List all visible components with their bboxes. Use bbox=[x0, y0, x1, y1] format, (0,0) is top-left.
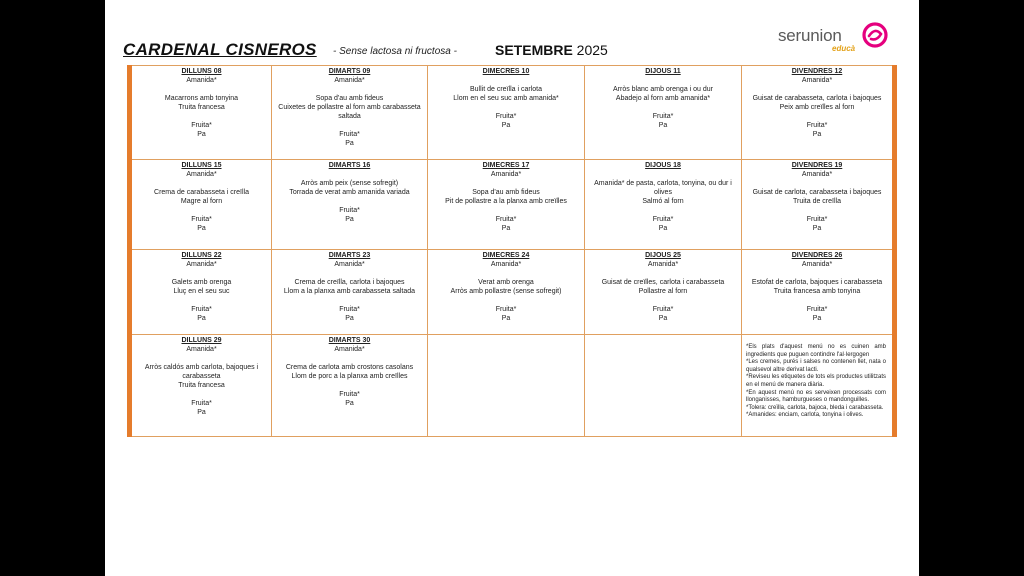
dish-line: Amanida* bbox=[801, 261, 833, 268]
dish-line: Fruita* bbox=[495, 113, 517, 120]
day-cell bbox=[272, 65, 428, 160]
dish-line: Pa bbox=[658, 315, 668, 322]
dish-line: Fruita* bbox=[652, 306, 674, 313]
spacer bbox=[746, 112, 888, 121]
dish-line: Amanida* bbox=[490, 171, 522, 178]
dish-line: Llom en el seu suc amb amanida* bbox=[453, 95, 559, 102]
dish-line: Pa bbox=[197, 225, 206, 232]
logo-swirl-icon bbox=[862, 22, 888, 48]
day-cell bbox=[742, 65, 892, 160]
dish-line: Llom a la planxa amb carabasseta saltada bbox=[283, 288, 416, 295]
day-cell bbox=[132, 250, 272, 335]
day-cell bbox=[585, 65, 742, 160]
day-title: DIMARTS 09 bbox=[328, 68, 371, 75]
spacer bbox=[276, 121, 423, 130]
day-cell bbox=[742, 250, 892, 335]
school-name: CARDENAL CISNEROS bbox=[123, 40, 317, 59]
menu-page bbox=[105, 0, 919, 576]
dish-line: Fruita* bbox=[806, 216, 828, 223]
note-line: *En aquest menú no es serveixen processats com llonganisses, hamburgueses o mandonguilles. bbox=[746, 389, 886, 404]
dish-line: Lluç en el seu suc bbox=[173, 288, 230, 295]
spacer bbox=[276, 296, 423, 305]
menu-notes bbox=[742, 335, 892, 437]
logo-subtext: educà bbox=[832, 44, 856, 53]
dish-line: Amanida* de pasta, carlota, tonyina, ou dur i olives bbox=[594, 180, 732, 196]
dish-line: Truita francesa bbox=[178, 382, 225, 389]
spacer bbox=[276, 197, 423, 206]
day-cell bbox=[132, 65, 272, 160]
dish-line: Magre al forn bbox=[180, 198, 223, 205]
dish-line: Arròs amb pollastre (sense sofregit) bbox=[450, 288, 562, 295]
spacer bbox=[276, 354, 423, 363]
dish-line: Fruita* bbox=[339, 391, 360, 398]
dish-line: Pa bbox=[658, 225, 668, 232]
dish-line: Abadejo al forn amb amanida* bbox=[615, 95, 711, 102]
note-line: *Tolera: creïlla, carlota, bajoca, bleda i carabasseta. bbox=[746, 404, 884, 411]
dish-line: Fruita* bbox=[652, 216, 674, 223]
dish-line: Amanida* bbox=[334, 261, 365, 268]
dish-line: Truita de creïlla bbox=[793, 198, 841, 205]
month-year: 2025 bbox=[572, 42, 608, 58]
dish-line: Llom de porc a la planxa amb creïlles bbox=[291, 373, 408, 380]
day-cell bbox=[272, 335, 428, 437]
dish-line: Pa bbox=[501, 122, 511, 129]
spacer bbox=[589, 269, 737, 278]
dish-line: Truita francesa amb tonyina bbox=[773, 288, 861, 295]
spacer bbox=[589, 170, 737, 179]
dish-line: Pollastre al forn bbox=[638, 288, 688, 295]
menu-subtitle: - Sense lactosa ni fructosa - bbox=[333, 46, 457, 57]
dish-line: Fruita* bbox=[191, 306, 212, 313]
spacer bbox=[136, 354, 267, 363]
logo-text: serunion bbox=[778, 26, 842, 45]
dish-line: Fruita* bbox=[339, 131, 360, 138]
month-name: SETEMBRE bbox=[495, 42, 573, 58]
spacer bbox=[589, 206, 737, 215]
day-cell bbox=[272, 160, 428, 250]
spacer bbox=[746, 206, 888, 215]
note-line: *Amanides: enciam, carlota, tonyina i olives. bbox=[746, 412, 864, 419]
spacer bbox=[746, 179, 888, 188]
day-title: DILLUNS 08 bbox=[181, 68, 222, 75]
dish-line: Sopa d'au amb fideus bbox=[472, 189, 540, 196]
dish-line: Fruita* bbox=[339, 207, 360, 214]
dish-line: Pa bbox=[345, 400, 354, 407]
dish-line: Fruita* bbox=[495, 216, 517, 223]
spacer bbox=[589, 103, 737, 112]
day-cell bbox=[428, 250, 585, 335]
empty-cell bbox=[428, 335, 585, 437]
dish-line: Amanida* bbox=[801, 77, 833, 84]
day-cell bbox=[132, 160, 272, 250]
spacer bbox=[276, 381, 423, 390]
dish-line: Pa bbox=[345, 216, 354, 223]
day-title: DIMECRES 17 bbox=[482, 162, 530, 169]
dish-line: Crema de carlota amb crostons casolans bbox=[285, 364, 414, 371]
dish-line: Pa bbox=[197, 409, 206, 416]
dish-line: Salmó al forn bbox=[642, 198, 684, 205]
day-cell bbox=[132, 335, 272, 437]
spacer bbox=[432, 269, 580, 278]
dish-line: Fruita* bbox=[191, 216, 212, 223]
note-line: *Les cremes, purés i salses no contenen llet, nata o qualsevol altre derivat lacti. bbox=[746, 359, 886, 373]
dish-line: Pa bbox=[812, 131, 822, 138]
day-title: DIMARTS 30 bbox=[328, 337, 371, 344]
spacer bbox=[432, 296, 580, 305]
dish-line: Pa bbox=[197, 315, 206, 322]
spacer bbox=[136, 390, 267, 399]
spacer bbox=[276, 170, 423, 179]
spacer bbox=[432, 179, 580, 188]
dish-line: Pa bbox=[501, 315, 511, 322]
dish-line: Peix amb creïlles al forn bbox=[779, 104, 855, 111]
dish-line: Amanida* bbox=[186, 171, 217, 178]
menu-grid bbox=[127, 65, 897, 437]
dish-line: Fruita* bbox=[191, 400, 212, 407]
day-title: DIVENDRES 26 bbox=[791, 252, 843, 259]
dish-line: Amanida* bbox=[801, 171, 833, 178]
dish-line: Truita francesa bbox=[178, 104, 225, 111]
dish-line: Fruita* bbox=[339, 306, 360, 313]
empty-cell bbox=[585, 335, 742, 437]
day-cell bbox=[585, 250, 742, 335]
spacer bbox=[589, 296, 737, 305]
spacer bbox=[136, 296, 267, 305]
dish-line: Guisat de creïlles, carlota i carabasseta bbox=[601, 279, 725, 286]
spacer bbox=[136, 179, 267, 188]
dish-line: Fruita* bbox=[806, 122, 828, 129]
day-cell bbox=[428, 160, 585, 250]
dish-line: Torrada de verat amb amanida variada bbox=[289, 189, 410, 196]
dish-line: Fruita* bbox=[191, 122, 212, 129]
dish-line: Arròs blanc amb orenga i ou dur bbox=[613, 86, 713, 93]
dish-line: Amanida* bbox=[334, 77, 365, 84]
day-cell bbox=[742, 160, 892, 250]
note-line: *Reviseu les etiquetes de tots els productes utilitzats en el menú de manera diària. bbox=[746, 374, 886, 388]
dish-line: Amanida* bbox=[186, 261, 217, 268]
day-title: DILLUNS 15 bbox=[181, 162, 222, 169]
dish-line: Amanida* bbox=[647, 261, 679, 268]
dish-line: Guisat de carlota, carabasseta i bajoques bbox=[752, 189, 882, 196]
day-title: DILLUNS 29 bbox=[181, 337, 222, 344]
spacer bbox=[432, 206, 580, 215]
day-title: DIMECRES 24 bbox=[482, 252, 530, 259]
spacer bbox=[746, 269, 888, 278]
dish-line: Pa bbox=[812, 225, 822, 232]
day-cell bbox=[428, 65, 585, 160]
dish-line: Pa bbox=[658, 122, 668, 129]
spacer bbox=[136, 206, 267, 215]
dish-line: Pa bbox=[197, 131, 206, 138]
spacer bbox=[746, 85, 888, 94]
spacer bbox=[276, 269, 423, 278]
spacer bbox=[136, 269, 267, 278]
day-title: DIJOUS 11 bbox=[645, 68, 681, 75]
note-line: *Els plats d'aquest menú no es cuinen amb ingredients que puguen contindre l'al·lergogen bbox=[746, 344, 886, 358]
day-title: DIVENDRES 19 bbox=[791, 162, 843, 169]
day-title: DIJOUS 25 bbox=[645, 252, 681, 259]
dish-line: Sopa d'au amb fideus bbox=[315, 95, 384, 102]
dish-line: Verat amb orenga bbox=[478, 279, 534, 286]
dish-line: Pa bbox=[345, 315, 354, 322]
dish-line: Pa bbox=[812, 315, 822, 322]
dish-line: Amanida* bbox=[186, 346, 217, 353]
dish-line: Guisat de carabasseta, carlota i bajoques bbox=[752, 95, 882, 102]
dish-line: Amanida* bbox=[186, 77, 217, 84]
dish-line: Fruita* bbox=[652, 113, 674, 120]
day-title: DILLUNS 22 bbox=[181, 252, 222, 259]
spacer bbox=[432, 103, 580, 112]
dish-line: Amanida* bbox=[334, 346, 365, 353]
dish-line: Pa bbox=[345, 140, 354, 147]
dish-line: Amanida* bbox=[490, 261, 522, 268]
spacer bbox=[432, 76, 580, 85]
dish-line: Galets amb orenga bbox=[171, 279, 232, 286]
serunion-logo bbox=[778, 22, 890, 56]
dish-line: Macarrons amb tonyina bbox=[164, 95, 239, 102]
dish-line: Crema de creïlla, carlota i bajoques bbox=[294, 279, 405, 286]
day-cell bbox=[272, 250, 428, 335]
dish-line: Pa bbox=[501, 225, 511, 232]
dish-line: Fruita* bbox=[806, 306, 828, 313]
spacer bbox=[136, 85, 267, 94]
day-title: DIMECRES 10 bbox=[482, 68, 530, 75]
dish-line: Bullit de creïlla i carlota bbox=[470, 86, 542, 93]
dish-line: Estofat de carlota, bajoques i carabasseta bbox=[751, 279, 883, 286]
day-title: DIVENDRES 12 bbox=[791, 68, 843, 75]
spacer bbox=[746, 296, 888, 305]
day-title: DIJOUS 18 bbox=[645, 162, 681, 169]
day-cell bbox=[585, 160, 742, 250]
dish-line: Crema de carabasseta i creïlla bbox=[154, 189, 249, 196]
dish-line: Arròs caldós amb carlota, bajoques i carabasseta bbox=[144, 364, 259, 380]
spacer bbox=[589, 76, 737, 85]
spacer bbox=[136, 112, 267, 121]
menu-month bbox=[495, 42, 608, 58]
spacer bbox=[276, 85, 423, 94]
dish-line: Fruita* bbox=[495, 306, 517, 313]
day-title: DIMARTS 16 bbox=[328, 162, 371, 169]
day-title: DIMARTS 23 bbox=[328, 252, 371, 259]
dish-line: Cuixetes de pollastre al forn amb carabasseta saltada bbox=[278, 104, 421, 120]
dish-line: Pit de pollastre a la planxa amb creïlles bbox=[445, 198, 567, 205]
dish-line: Arròs amb peix (sense sofregit) bbox=[300, 180, 399, 187]
